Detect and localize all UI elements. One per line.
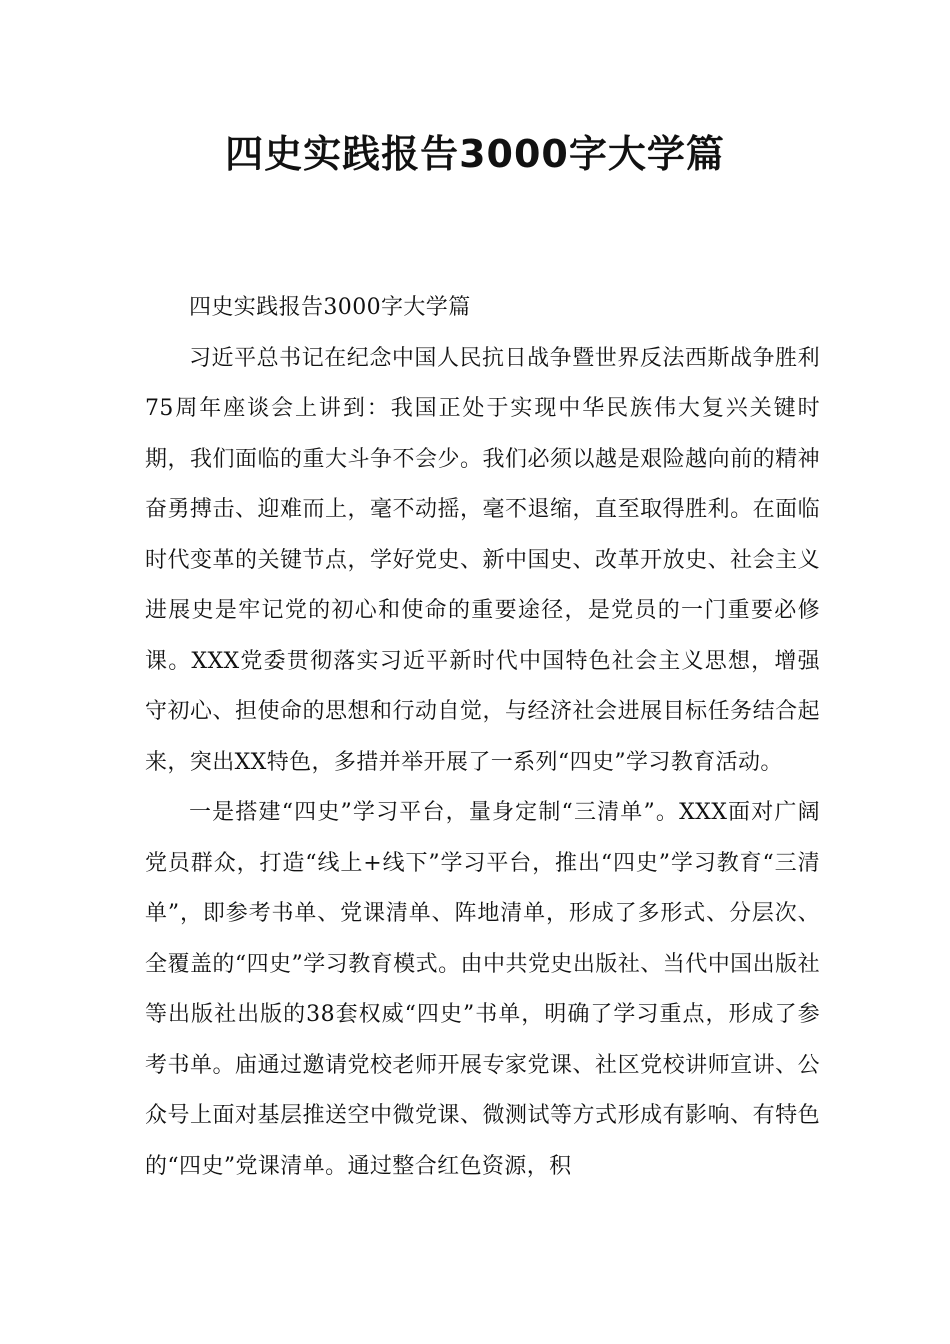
paragraph-intro: 习近平总书记在纪念中国人民抗日战争暨世界反法西斯战争胜利75周年座谈会上讲到：我国正处于实现中华民族伟大复兴关键时期，我们面临的重大斗争不会少。我们必须以越是艰险越向前的精神奋勇搏击、迎难而上，毫不动摇，毫不退缩，直至取得胜利。在面临时代变革的关键节点，学好党史、新中国史、改革开放史、社会主义进展史是牢记党的初心和使命的重要途径，是党员的一门重要必修课。XXX党委贯彻落实习近平新时代中国特色社会主义思想，增强守初心、担使命的思想和行动自觉，与经济社会进展目标任务结合起来，突出XX特色，多措并举开展了一系列“四史”学习教育活动。 (145, 345, 820, 775)
paragraph-subtitle: 四史实践报告3000字大学篇 (189, 295, 471, 320)
paragraph-point-one: 一是搭建“四史”学习平台，量身定制“三清单”。XXX面对广阔党员群众，打造“线上+线下”学习平台，推出“四史”学习教育“三清单”，即参考书单、党课清单、阵地清单，形成了多形式、分层次、全覆盖的“四史”学习教育模式。由中共党史出版社、当代中国出版社等出版社出版的38套权威“四史”书单，明确了学习重点，形成了参考书单。庙通过邀请党校老师开展专家党课、社区党校讲师宣讲、公众号上面对基层推送空中微党课、微测试等方式形成有影响、有特色的“四史”党课清单。通过整合红色资源，积 (145, 800, 820, 1179)
document-body (145, 283, 820, 1192)
document-title: 四史实践报告3000字大学篇 (225, 132, 725, 176)
